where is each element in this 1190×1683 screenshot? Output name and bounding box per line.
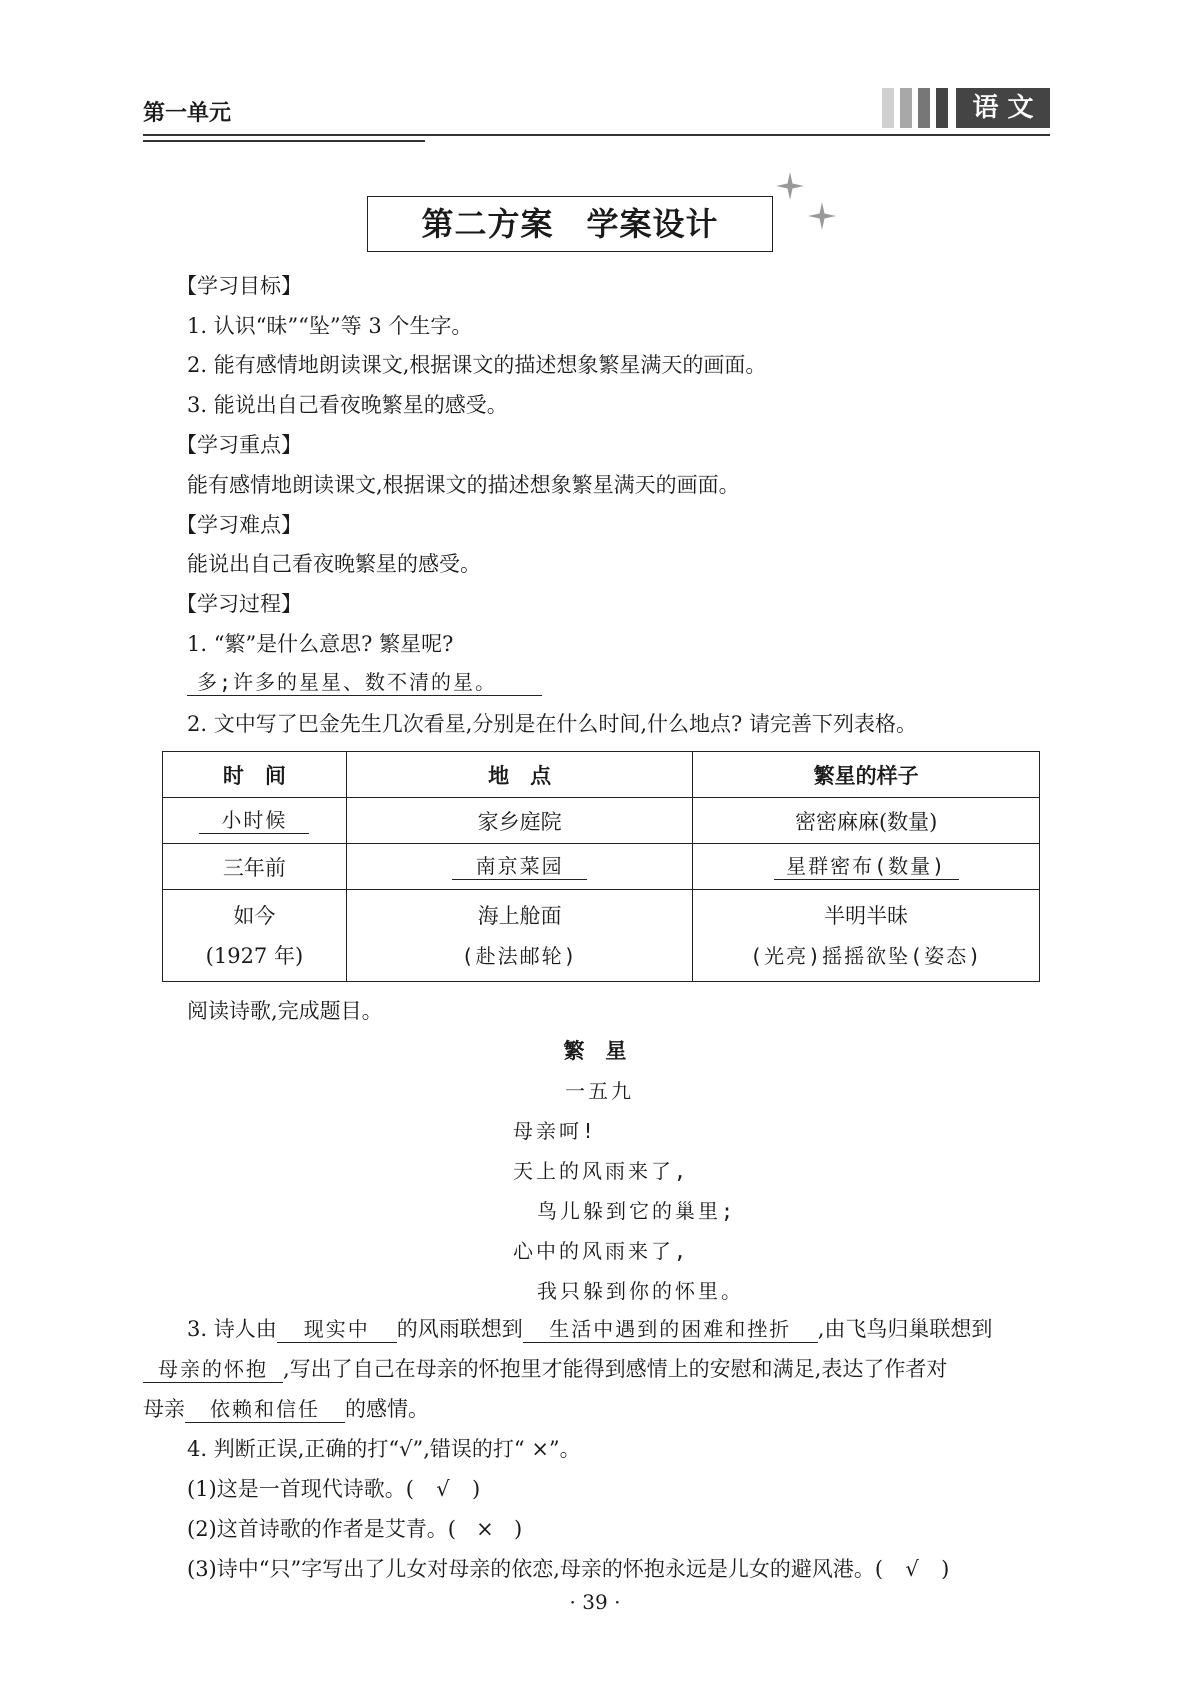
poem-line: 鸟儿躲到它的巢里; (537, 1199, 737, 1223)
key-text: 能有感情地朗读课文,根据课文的描述想象繁星满天的画面。 (187, 473, 740, 497)
question-4: 4. 判断正误,正确的打“√”,错误的打“ ×”。 (187, 1437, 581, 1461)
q3-text: 母亲 (143, 1397, 185, 1421)
star-table (162, 751, 1040, 982)
difficulty-text: 能说出自己看夜晚繁星的感受。 (187, 552, 481, 576)
judge-item (187, 1514, 522, 1544)
judge-answer: √ (436, 1477, 450, 1501)
table-header: 时 间 (163, 752, 347, 798)
question-1: 1. “繁”是什么意思? 繁星呢? (187, 632, 454, 656)
judge-close: ) (941, 1557, 950, 1581)
goal-item: 2. 能有感情地朗读课文,根据课文的描述想象繁星满天的画面。 (187, 353, 767, 377)
answer-1-blank: 多;许多的星星、数不清的星。 (187, 669, 542, 696)
table-cell-answer: 小时候 (199, 807, 309, 834)
q3-blank: 依赖和信任 (185, 1396, 345, 1423)
table-row (163, 844, 1040, 890)
table-cell (693, 890, 1040, 982)
page-title: 第二方案 学案设计 (367, 196, 773, 252)
answer-1 (187, 667, 542, 697)
difficulty-heading: 【学习难点】 (176, 513, 302, 537)
table-cell-line: 半明半昧 (824, 903, 909, 928)
judge-text: (3)诗中“只”字写出了儿女对母亲的依恋,母亲的怀抱永远是儿女的避风港。( (187, 1557, 884, 1581)
judge-answer: √ (905, 1557, 919, 1581)
poem-line: 我只躲到你的怀里。 (537, 1279, 744, 1303)
q3-text: 的感情。 (345, 1397, 429, 1421)
goals-heading: 【学习目标】 (176, 274, 302, 298)
table-row (163, 798, 1040, 844)
header-rule (143, 134, 1050, 136)
table-cell-answer: 星群密布(数量) (774, 853, 959, 880)
header-bars (882, 88, 952, 128)
q3-blank: 母亲的怀抱 (143, 1356, 283, 1383)
q3-blank: 生活中遇到的困难和挫折 (523, 1316, 818, 1343)
table-cell-line: (赴法邮轮) (461, 943, 578, 968)
poem-line: 天上的风雨来了, (513, 1159, 690, 1183)
judge-text: (2)这首诗歌的作者是艾青。( (187, 1517, 456, 1541)
sparkle-icon (776, 172, 838, 238)
table-cell-line: 海上舱面 (477, 903, 562, 928)
reading-intro: 阅读诗歌,完成题目。 (187, 999, 383, 1023)
judge-item (187, 1554, 949, 1584)
judge-close: ) (513, 1517, 523, 1541)
page-number: · 39 · (569, 1590, 621, 1614)
header-rule-double (143, 140, 425, 142)
question-3-line-3 (143, 1394, 429, 1424)
judge-item (187, 1474, 480, 1504)
table-cell (163, 890, 347, 982)
unit-label: 第一单元 (143, 101, 232, 126)
subject-badge: 语 文 (956, 88, 1050, 128)
table-cell: 三年前 (163, 844, 347, 890)
goal-item: 3. 能说出自己看夜晚繁星的感受。 (187, 393, 508, 417)
q3-text: 的风雨联想到 (396, 1317, 523, 1341)
table-header: 繁星的样子 (693, 752, 1040, 798)
poem-line: 心中的风雨来了, (513, 1239, 690, 1263)
table-cell-answer: 南京菜园 (452, 853, 587, 880)
table-cell (346, 890, 693, 982)
q3-text: 3. 诗人由 (187, 1317, 277, 1341)
table-cell: 家乡庭院 (346, 798, 693, 844)
judge-close: ) (471, 1477, 481, 1501)
key-heading: 【学习重点】 (176, 433, 302, 457)
table-cell-line: 如今 (233, 903, 276, 928)
table-cell-line: (1927 年) (205, 943, 304, 968)
poem-title: 繁 星 (563, 1039, 627, 1063)
table-cell-line: (光亮)摇摇欲坠(姿态) (750, 943, 983, 968)
question-3-line-1 (187, 1314, 992, 1344)
q3-text: ,由飞鸟归巢联想到 (817, 1317, 993, 1341)
question-2: 2. 文中写了巴金先生几次看星,分别是在什么时间,什么地点? 请完善下列表格。 (187, 712, 917, 736)
q3-text: ,写出了自己在母亲的怀抱里才能得到感情上的安慰和满足,表达了作者对 (283, 1357, 948, 1381)
judge-text: (1)这是一首现代诗歌。( (187, 1477, 414, 1501)
goal-item: 1. 认识“昧”“坠”等 3 个生字。 (187, 314, 473, 338)
q3-blank: 现实中 (277, 1316, 397, 1343)
process-heading: 【学习过程】 (176, 592, 302, 616)
judge-answer: × (476, 1517, 494, 1541)
question-3-line-2 (143, 1354, 947, 1384)
poem-number: 一五九 (565, 1079, 634, 1103)
poem-line: 母亲呵! (513, 1119, 598, 1143)
table-cell: 密密麻麻(数量) (693, 798, 1040, 844)
table-row (163, 890, 1040, 982)
table-header: 地 点 (346, 752, 693, 798)
